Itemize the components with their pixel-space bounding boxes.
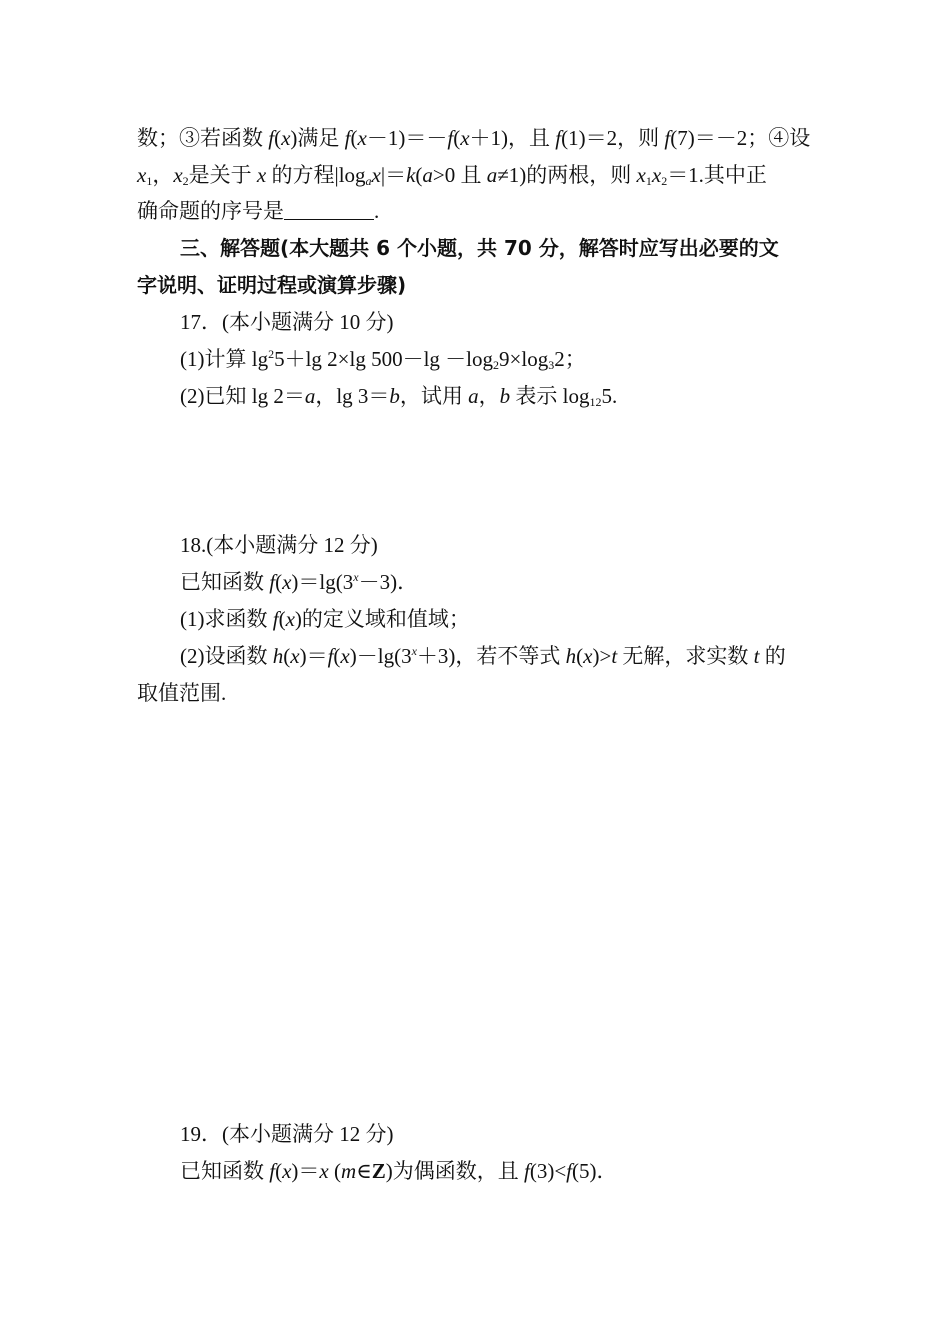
q16-line-3: 确命题的序号是 . <box>137 199 380 223</box>
q18-title: 18.(本小题满分 12 分) <box>180 533 378 557</box>
q18-part-1: (1)求函数 f(x)的定义域和值域； <box>180 607 470 631</box>
q17-title: 17．(本小题满分 10 分) <box>180 310 394 334</box>
section-heading-line-2: 字说明、证明过程或演算步骤) <box>137 273 407 297</box>
q17-part-1: (1)计算 $\lg^25+\lg$ 2×lg $500-\lg -\log_29\times\log_32$； <box>180 347 586 372</box>
q16-line-2: $x_1$，$x_2$是关于 x 的方程$|\log_ax|=k(a>0$ 且 a≠1)的两根，则 $x_1x_2=1$.其中正 <box>137 163 767 188</box>
q18-part-2: (2)设函数 $h(x)=f(x)-\lg(3^x+3)$，若不等式 h(x)>t 无解，求实数 t 的 <box>180 644 786 668</box>
q18-part-2-cont: 取值范围. <box>137 681 227 705</box>
answer-blank <box>284 199 374 220</box>
q18-given: 已知函数 $f(x)=\lg(3^x-3)$． <box>180 570 419 594</box>
q19-given: 已知函数 f(x)＝x (m∈Z)为偶函数，且 f(3)<f(5)． <box>180 1159 618 1183</box>
section-heading-line-1: 三、解答题(本大题共 6 个小题，共 70 分，解答时应写出必要的文 <box>180 236 779 260</box>
q16-line-1: 数；③若函数 f(x)满足 f(x－1)＝－f(x＋1)，且 f(1)＝2，则 f(7)＝－2；④设 <box>137 126 811 150</box>
q19-title: 19．(本小题满分 12 分) <box>180 1122 394 1146</box>
q17-part-2: (2)已知 lg 2＝a，lg 3＝b，试用 a，b 表示 $\log_{12}5$. <box>180 384 618 409</box>
